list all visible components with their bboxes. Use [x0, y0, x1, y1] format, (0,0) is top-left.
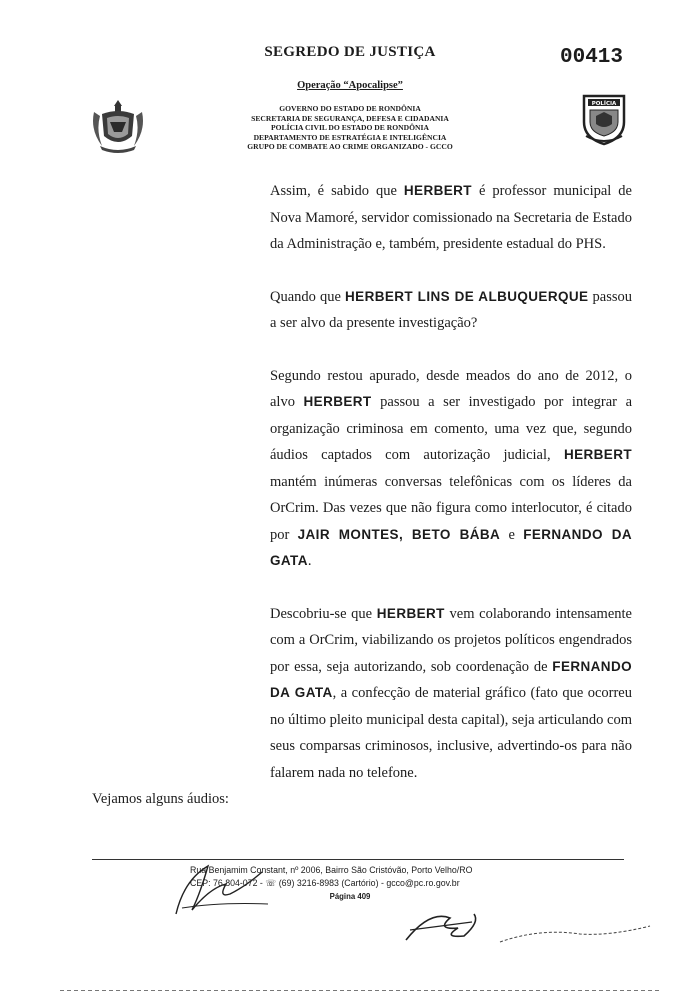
- text: passou a ser alvo da presente investigação?: [270, 288, 633, 331]
- paragraph: [92, 284, 632, 337]
- text: Segundo restou apurado, desde meados do ano de 2012, o alvo: [270, 367, 632, 410]
- text: , a confecção de material gráfico (fato que ocorreu no último pleito municipal desta capital), seja articulando com seus comparsas criminosos, inclusive, advertindo-os para não falarem nada no telefone.: [270, 685, 632, 781]
- bottom-scan-edge: [60, 990, 660, 991]
- rondonia-state-coat-of-arms-icon: [88, 96, 148, 158]
- text: Descobriu-se que: [270, 605, 377, 622]
- text: passou a ser investigado por integrar a organização criminosa em comento, uma vez que, segundo áudios captados com autorização judicial,: [270, 394, 633, 463]
- svg-text:POLÍCIA: POLÍCIA: [591, 101, 617, 107]
- institution-line: POLÍCIA CIVIL DO ESTADO DE RONDÔNIA: [271, 123, 429, 132]
- page-number: Página 409: [329, 892, 371, 901]
- paragraph: [92, 601, 632, 787]
- document-classification: SEGREDO DE JUSTIÇA: [264, 44, 436, 60]
- footer-address: Rua Benjamim Constant, nº 2006, Bairro São Cristóvão, Porto Velho/RO: [190, 865, 473, 875]
- institution-line: GOVERNO DO ESTADO DE RONDÔNIA: [279, 104, 421, 113]
- handwritten-signature-icon: [400, 900, 670, 950]
- footer-contact: CEP: 76.804-072 - ☏ (69) 3216-8983 (Cartório) - gcco@pc.ro.gov.br: [190, 878, 460, 888]
- operation-name: Operação “Apocalipse”: [297, 80, 403, 91]
- text: vem colaborando intensamente com a OrCrim, viabilizando os projetos políticos engendrados por essa, seja autorizando, sob coordenação de: [270, 605, 632, 675]
- text: é professor municipal de Nova Mamoré, servidor comissionado na Secretaria de Estado da Administração e, também, presidente estadual do PHS.: [270, 183, 632, 252]
- text: Quando que: [270, 288, 346, 305]
- institution-line: GRUPO DE COMBATE AO CRIME ORGANIZADO - GCCO: [247, 142, 453, 151]
- text: Assim, é sabido que: [270, 183, 404, 199]
- highlighted-name: FERNANDO DA GATA: [270, 658, 632, 700]
- highlighted-name: HERBERT LINS DE ALBUQUERQUE: [345, 288, 589, 304]
- institution-line: DEPARTAMENTO DE ESTRATÉGIA E INTELIGÊNCIA: [253, 132, 447, 142]
- text: e: [500, 526, 524, 543]
- highlighted-name: FERNANDO DA GATA: [270, 526, 632, 568]
- document-number: 00413: [560, 46, 624, 69]
- paragraph: [92, 178, 632, 258]
- text: mantém inúmeras conversas telefônicas com os líderes da OrCrim. Das vezes que não figura como interlocutor, é citado por: [270, 473, 632, 543]
- policia-civil-badge-icon: [580, 92, 628, 146]
- paragraph: [92, 363, 632, 575]
- text: .: [307, 553, 312, 569]
- main-content: [92, 178, 632, 813]
- highlighted-name: HERBERT: [563, 447, 632, 462]
- paragraph: Vejamos alguns áudios:: [92, 791, 229, 807]
- highlighted-name: HERBERT: [403, 183, 472, 198]
- highlighted-name: JAIR MONTES, BETO BÁBA: [297, 526, 501, 542]
- institution-line: SECRETARIA DE SEGURANÇA, DEFESA E CIDADANIA: [251, 113, 449, 123]
- highlighted-name: HERBERT: [376, 605, 445, 621]
- handwritten-initials-icon: [170, 858, 280, 920]
- highlighted-name: HERBERT: [303, 394, 372, 409]
